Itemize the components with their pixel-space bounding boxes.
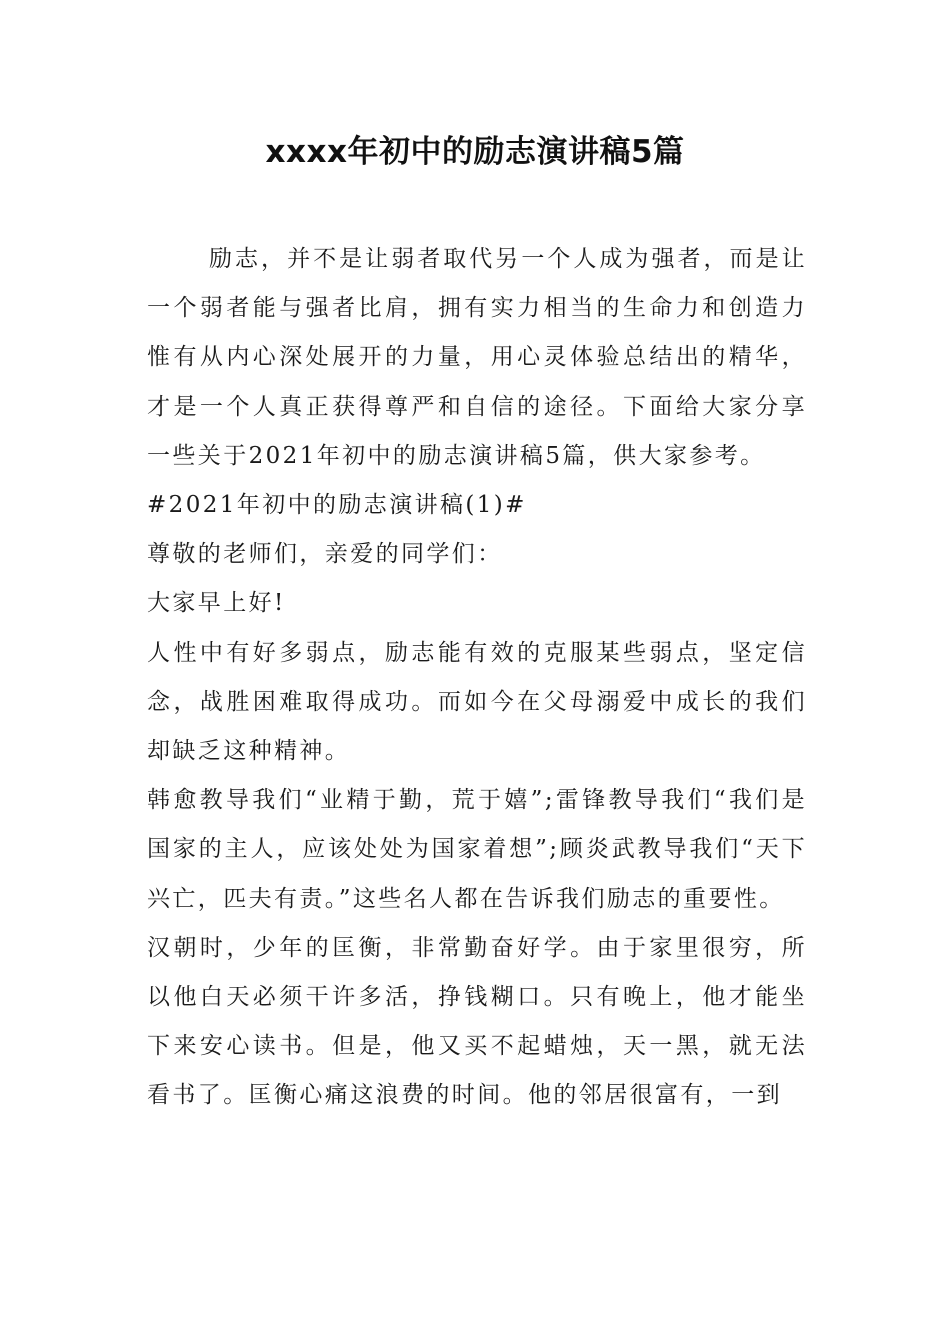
body-paragraph: 人性中有好多弱点，励志能有效的克服某些弱点，坚定信念，战胜困难取得成功。而如今在父母溺爱中成长的我们却缺乏这种精神。 [147, 639, 807, 765]
greeting-paragraph: 大家早上好! [147, 590, 286, 617]
body-paragraph: 汉朝时，少年的匡衡，非常勤奋好学。由于家里很穷，所以他白天必须干许多活，挣钱糊口。只有晚上，他才能坐下来安心读书。但是，他又买不起蜡烛，天一黑，就无法看书了。匡衡心痛这浪费的时间。他的邻居很富有，一到 [147, 934, 807, 1109]
document-body [147, 235, 807, 1121]
document-title: xxxx年初中的励志演讲稿5篇 [265, 134, 685, 170]
salutation-paragraph: 尊敬的老师们，亲爱的同学们： [147, 541, 503, 568]
body-paragraph: 韩愈教导我们“业精于勤，荒于嬉”;雷锋教导我们“我们是国家的主人，应该处处为国家着想”;顾炎武教导我们“天下兴亡，匹夫有责。”这些名人都在告诉我们励志的重要性。 [147, 787, 807, 912]
intro-paragraph: 励志，并不是让弱者取代另一个人成为强者，而是让一个弱者能与强者比肩，拥有实力相当的生命力和创造力惟有从内心深处展开的力量，用心灵体验总结出的精华，才是一个人真正获得尊严和自信的途径。下面给大家分享一些关于2021年初中的励志演讲稿5篇，供大家参考。 [147, 246, 807, 469]
section-heading: #2021年初中的励志演讲稿(1)# [147, 492, 527, 519]
